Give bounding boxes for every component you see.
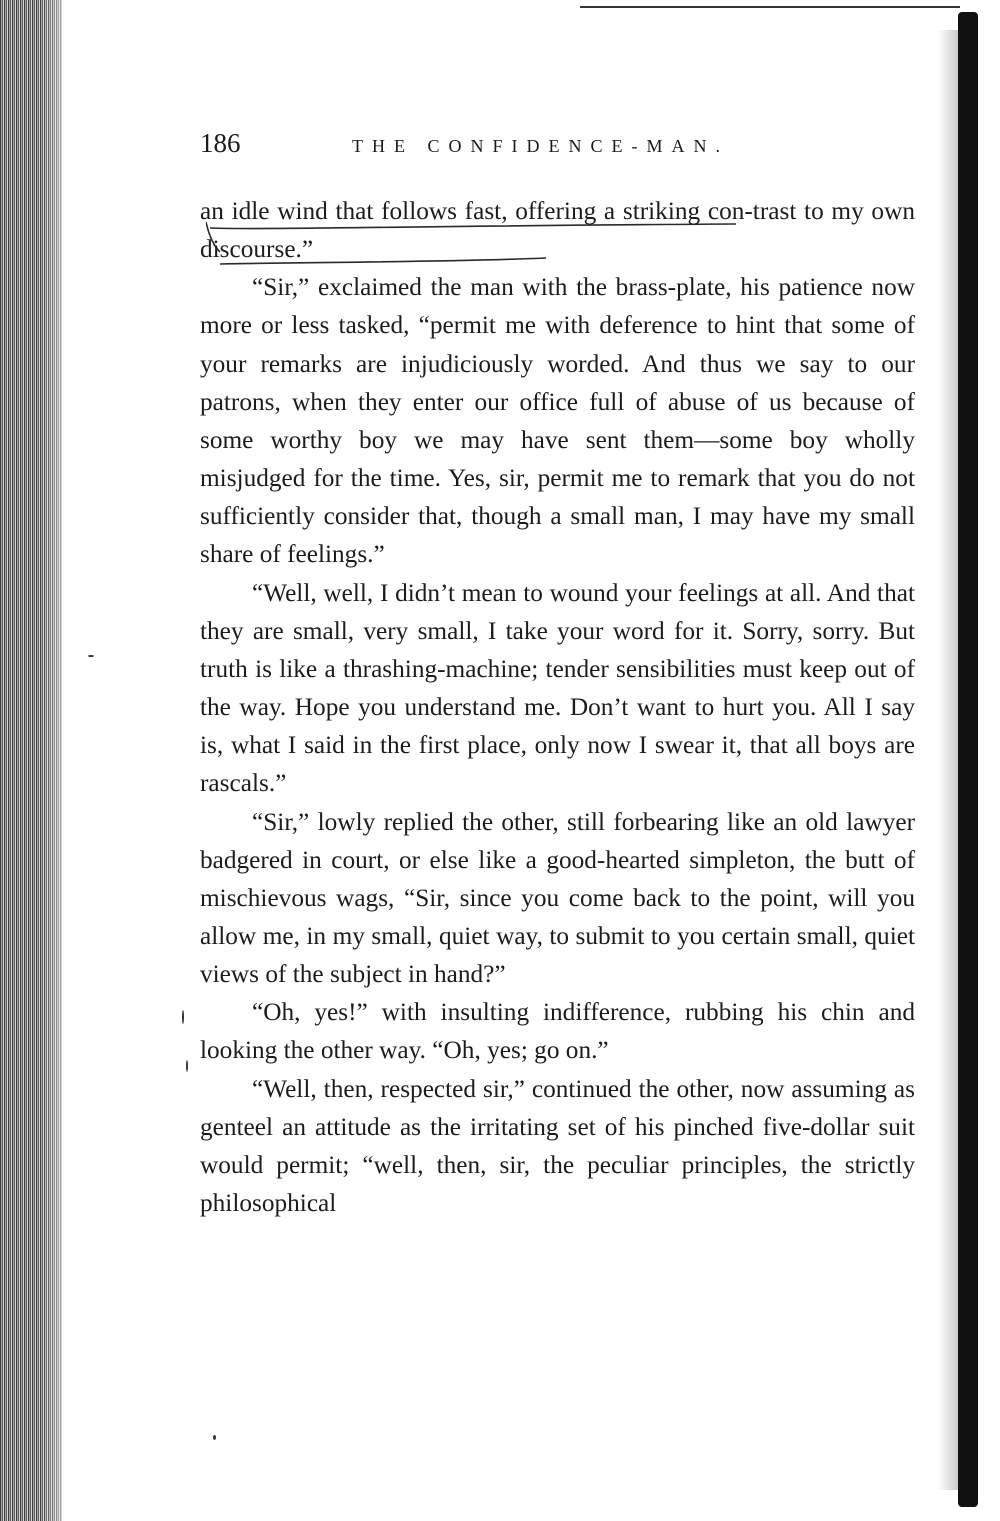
top-edge-rule	[580, 6, 960, 8]
paragraph: “Oh, yes!” with insulting indifference, rubbing his chin and looking the other way. “Oh, yes; go on.”	[200, 998, 915, 1065]
body-text	[200, 192, 915, 1222]
paragraph: “Well, well, I didn’t mean to wound your feelings at all. And that they are small, very small, I take your word for it. Sorry, sorry. But truth is like a thrashing-machine; tender sensibilities must keep out of the way. Hope you understand me. Don’t want to hurt you. All I say is, what I said in the first place, only now I swear it, that all boys are rascals.”	[200, 578, 915, 798]
right-edge-shade	[938, 30, 958, 1490]
right-page-edge	[958, 12, 978, 1507]
binding-fade	[40, 0, 80, 1521]
page-header	[200, 128, 920, 168]
paragraph: “Sir,” exclaimed the man with the brass-plate, his patience now more or less tasked, “permit me with deference to hint that some of your remarks are injudiciously worded. And thus we say to our patrons, when they enter our office full of abuse of us because of some worthy boy we may have sent them—some boy wholly misjudged for the time. Yes, sir, permit me to remark that you do not sufficiently consider that, though a small man, I may have my small share of feelings.”	[200, 273, 915, 569]
running-head: THE CONFIDENCE-MAN.	[352, 136, 729, 156]
page-number: 186	[200, 128, 241, 158]
paragraph: “Sir,” lowly replied the other, still forbearing like an old lawyer badgered in court, or else like a good-hearted simpleton, the butt of mischievous wags, “Sir, since you come back to the point, will you allow me, in my small, quiet way, to submit to you certain small, quiet views of the subject in hand?”	[200, 807, 915, 989]
paragraph: “Well, then, respected sir,” continued the other, now assuming as genteel an attitude as the irritating set of his pinched five-dollar suit would permit; “well, then, sir, the peculiar principles, the strictly philosophical	[200, 1074, 915, 1218]
paragraph-continuation: an idle wind that follows fast, offering a striking con-trast to my own discourse.”	[200, 197, 915, 264]
